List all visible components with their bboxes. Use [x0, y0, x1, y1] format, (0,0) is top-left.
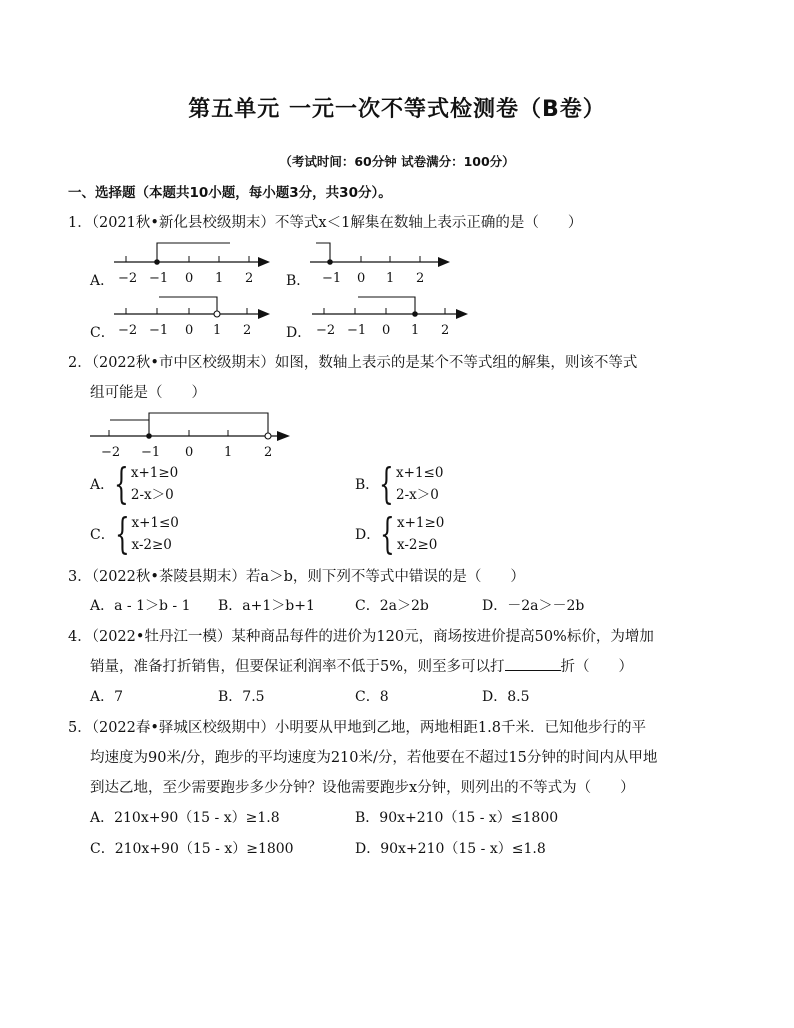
tick-label: 2: [416, 271, 425, 286]
inequality: x-2≥0: [131, 537, 172, 553]
q5-stem-line2: 均速度为90米/分，跑步的平均速度为210米/分，若他要在不超过15分钟的时间内从甲地: [90, 750, 658, 766]
brace-icon: {: [114, 509, 130, 558]
q1-stem: 1．（2021秋•新化县校级期末）不等式x＜1解集在数轴上表示正确的是（ ）: [68, 215, 583, 231]
q1-option-a-label[interactable]: A．: [90, 273, 115, 289]
tick-label: 2: [245, 271, 254, 286]
inequality: x+1≥0: [130, 465, 179, 481]
q4-option-a[interactable]: A．7: [90, 689, 124, 705]
tick-label: −1: [149, 271, 169, 286]
tick-label: 2: [441, 323, 450, 338]
tick-label: −1: [322, 271, 342, 286]
q2-stem-line2: 组可能是（ ）: [90, 385, 206, 401]
tick-label: 0: [185, 323, 194, 338]
q5-stem-line1: 5．（2022春•驿城区校级期中）小明要从甲地到乙地，两地相距1.8千米．已知他步行的平: [68, 720, 646, 736]
tick-label: 1: [411, 323, 420, 338]
page-title: 第五单元 一元一次不等式检测卷（B卷）: [188, 97, 606, 122]
tick-label: −2: [118, 271, 138, 286]
q4-stem-text: 销量，准备打折销售，但要保证利润率不低于5%，则至多可以打: [90, 659, 505, 675]
tick-label: 2: [243, 323, 252, 338]
q5-option-c[interactable]: C．210x+90（15 - x）≥1800: [90, 841, 294, 857]
option-label: C．: [90, 527, 115, 543]
q2-option-c[interactable]: [90, 509, 179, 558]
q1-option-a-numberline[interactable]: [112, 238, 277, 286]
q5-stem-line3: 到达乙地，至少需要跑步多少分钟？设他需要跑步x分钟，则列出的不等式为（ ）: [90, 780, 635, 796]
brace-icon: {: [114, 459, 129, 508]
q1-option-c-label[interactable]: C．: [90, 325, 115, 341]
q5-option-d[interactable]: D．90x+210（15 - x）≤1.8: [355, 841, 546, 857]
q2-option-b[interactable]: [355, 459, 444, 508]
brace-icon: {: [380, 509, 395, 558]
inequality: x+1≤0: [131, 515, 179, 531]
tick-label: 0: [185, 445, 194, 460]
tick-label: 1: [215, 271, 224, 286]
inequality: x+1≥0: [396, 515, 445, 531]
q2-stem-line1: 2．（2022秋•市中区校级期末）如图，数轴上表示的是某个不等式组的解集，则该不等式: [68, 355, 638, 371]
q3-option-a[interactable]: A．a - 1＞b - 1: [90, 598, 191, 614]
q3-option-c[interactable]: C．2a＞2b: [355, 598, 429, 614]
option-label: D．: [355, 527, 381, 543]
q4-stem-tail: 折（ ）: [560, 659, 634, 675]
q4-stem-line2: [90, 655, 633, 676]
section-heading: 一、选择题（本题共10小题，每小题3分，共30分）。: [68, 185, 392, 201]
tick-label: −1: [347, 323, 367, 338]
q5-option-b[interactable]: B．90x+210（15 - x）≤1800: [355, 810, 559, 826]
tick-label: 2: [264, 445, 273, 460]
q2-option-d[interactable]: [355, 509, 445, 558]
tick-label: 1: [213, 323, 222, 338]
inequality: 2-x＞0: [130, 487, 174, 503]
tick-label: −2: [316, 323, 336, 338]
tick-label: −2: [118, 323, 138, 338]
exam-info: （考试时间：60分钟 试卷满分：100分）: [279, 154, 515, 169]
tick-label: 0: [185, 271, 194, 286]
brace-icon: {: [379, 459, 395, 508]
tick-label: 0: [357, 271, 366, 286]
q4-option-b[interactable]: B．7.5: [218, 689, 265, 705]
tick-label: −2: [101, 445, 121, 460]
q4-stem-line1: 4．（2022•牡丹江一模）某种商品每件的进价为120元，商场按进价提高50%标价，为增加: [68, 629, 654, 645]
q2-option-a[interactable]: [90, 459, 179, 508]
tick-label: −1: [149, 323, 169, 338]
tick-label: −1: [141, 445, 161, 460]
q3-stem: 3．（2022秋•茶陵县期末）若a＞b，则下列不等式中错误的是（ ）: [68, 569, 525, 585]
tick-label: 1: [386, 271, 395, 286]
q5-option-a[interactable]: A．210x+90（15 - x）≥1.8: [90, 810, 280, 826]
q1-option-c-numberline[interactable]: [112, 290, 277, 338]
inequality: x-2≥0: [396, 537, 438, 553]
q4-option-c[interactable]: C．8: [355, 689, 389, 705]
option-label: B．: [355, 477, 380, 493]
answer-blank[interactable]: [505, 658, 561, 671]
tick-label: 0: [382, 323, 391, 338]
q2-numberline: [88, 408, 298, 460]
inequality: x+1≤0: [396, 465, 444, 481]
q4-option-d[interactable]: D．8.5: [482, 689, 530, 705]
q3-option-b[interactable]: B．a+1＞b+1: [218, 598, 315, 614]
inequality: 2-x＞0: [396, 487, 439, 503]
q1-option-b-numberline[interactable]: [308, 238, 458, 286]
q1-option-b-label[interactable]: B．: [286, 273, 311, 289]
tick-label: 1: [224, 445, 233, 460]
option-label: A．: [90, 477, 115, 493]
q1-option-d-label[interactable]: D．: [286, 325, 312, 341]
q3-option-d[interactable]: D．－2a＞－2b: [482, 598, 585, 614]
q1-option-d-numberline[interactable]: [310, 290, 475, 338]
